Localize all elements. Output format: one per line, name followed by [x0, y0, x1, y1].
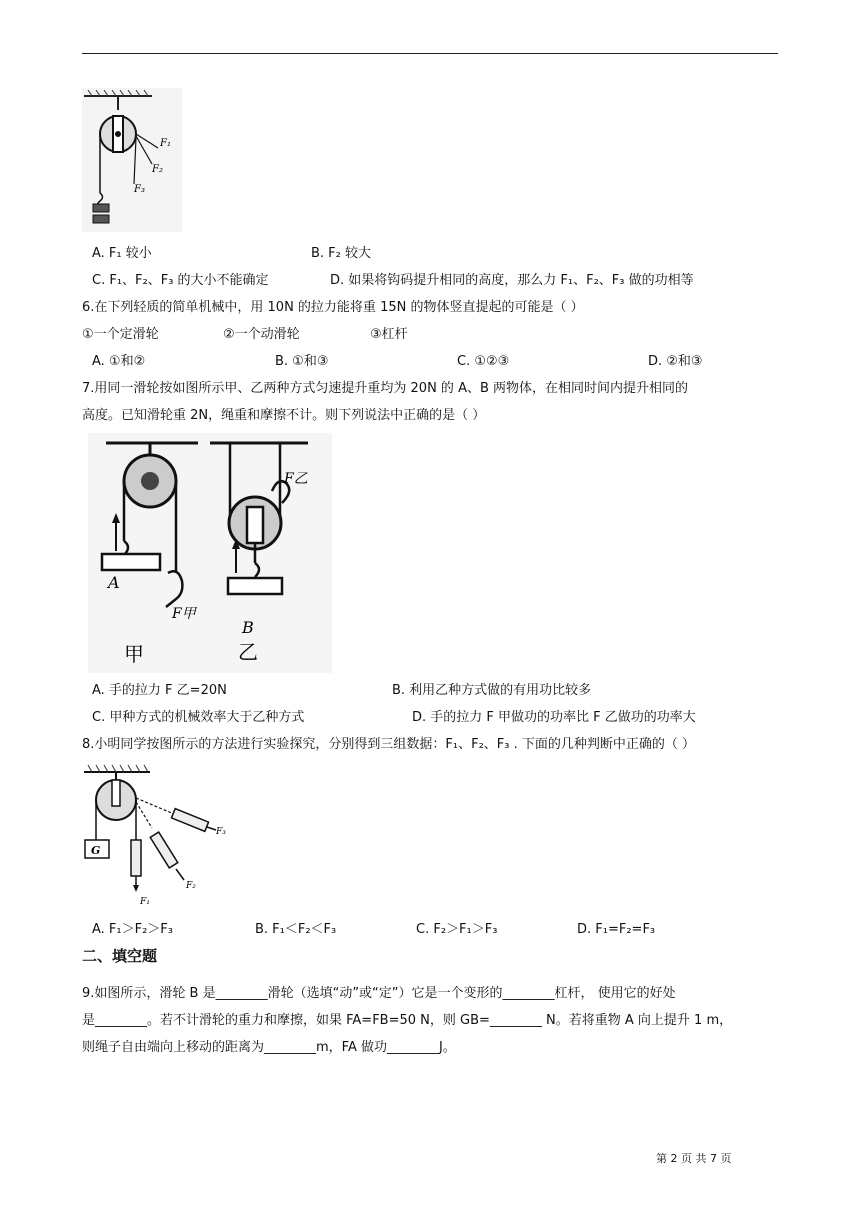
q5-option-d: D. 如果将钩码提升相同的高度，那么力 F₁、F₂、F₃ 做的功相等 [330, 273, 694, 288]
q8-fig-f1-label: F₁ [140, 897, 150, 907]
q7-fig-a-label: A [108, 573, 120, 592]
q8-option-c: C. F₂＞F₁＞F₃ [416, 922, 498, 937]
q5-pulley-figure [82, 88, 182, 232]
q6-option-b: B. ①和③ [275, 354, 329, 369]
q9-line-2: 是________。若不计滑轮的重力和摩擦，如果 FA=FB=50 N，则 GB=________ N。若将重物 A 向上提升 1 m， [82, 1013, 733, 1028]
q8-fig-f2-label: F₂ [186, 881, 196, 891]
q7-fig-fyi-label: F乙 [284, 471, 308, 487]
q8-option-a: A. F₁＞F₂＞F₃ [92, 922, 173, 937]
q7-option-d: D. 手的拉力 F 甲做功的功率比 F 乙做功的功率大 [412, 710, 696, 725]
q5-option-a: A. F₁ 较小 [92, 246, 152, 261]
q7-fig-b-label: B [242, 618, 254, 637]
q6-item-1: ①一个定滑轮 [82, 327, 159, 342]
q5-option-c: C. F₁、F₂、F₃ 的大小不能确定 [92, 273, 269, 288]
q8-option-d: D. F₁=F₂=F₃ [577, 922, 656, 937]
q8-fig-g-label: G [91, 844, 101, 857]
q6-item-3: ③杠杆 [370, 327, 408, 342]
q5-fig-f1-label: F₁ [160, 138, 171, 149]
q7-stem-line-1: 7.用同一滑轮按如图所示甲、乙两种方式匀速提升重均为 20N 的 A、B 两物体，在相同时间内提升相同的 [82, 381, 689, 396]
q5-fig-f2-label: F₂ [152, 164, 163, 175]
q5-fig-f3-label: F₃ [134, 184, 145, 195]
page-footer: 第 2 页 共 7 页 [656, 1152, 732, 1165]
q6-item-2: ②一个动滑轮 [223, 327, 300, 342]
q7-option-c: C. 甲种方式的机械效率大于乙种方式 [92, 710, 305, 725]
q8-pulley-figure [82, 762, 242, 912]
q8-fig-f3-label: F₃ [216, 827, 226, 837]
q9-line-1: 9.如图所示，滑轮 B 是________滑轮（选填“动”或“定”）它是一个变形的________杠杆， 使用它的好处 [82, 986, 676, 1001]
q6-option-d: D. ②和③ [648, 354, 703, 369]
header-rule [82, 53, 778, 54]
q6-stem: 6.在下列轻质的简单机械中，用 10N 的拉力能将重 15N 的物体竖直提起的可能是（ ） [82, 300, 584, 315]
q7-option-b: B. 利用乙种方式做的有用功比较多 [392, 683, 592, 698]
q5-option-b: B. F₂ 较大 [311, 246, 372, 261]
q7-stem-line-2: 高度。已知滑轮重 2N，绳重和摩擦不计。则下列说法中正确的是（ ） [82, 408, 486, 423]
section-title-fill-in: 二、填空题 [82, 947, 158, 965]
q7-pulley-figure [88, 433, 332, 673]
q7-option-a: A. 手的拉力 F 乙=20N [92, 683, 227, 698]
q9-line-3: 则绳子自由端向上移动的距离为________m，FA 做功________J。 [82, 1040, 456, 1055]
q7-fig-fjia-label: F甲 [172, 606, 196, 622]
q7-fig-jia-label: 甲 [124, 642, 144, 666]
q7-fig-yi-label: 乙 [238, 640, 258, 664]
q8-stem: 8.小明同学按图所示的方法进行实验探究，分别得到三组数据：F₁、F₂、F₃ . 下面的几种判断中正确的（ ） [82, 737, 696, 752]
q6-option-a: A. ①和② [92, 354, 146, 369]
q8-option-b: B. F₁＜F₂＜F₃ [255, 922, 337, 937]
q6-option-c: C. ①②③ [457, 354, 510, 369]
